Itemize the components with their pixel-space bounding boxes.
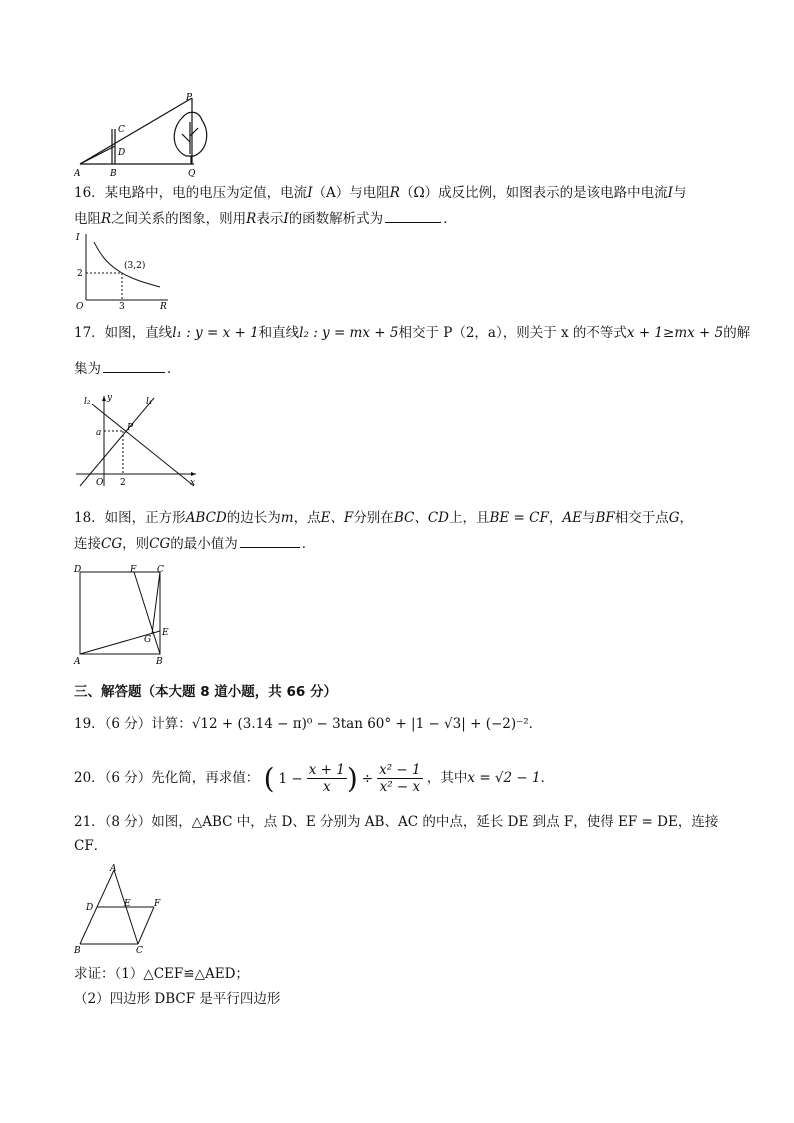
q18-line-1: 18．如图，正方形ABCD的边长为m，点E、F分别在BC、CD上，且BE = CF，AE与BF相交于点G， [74,510,694,526]
label-B: B [74,946,81,954]
answer-blank[interactable] [103,358,165,373]
x-tick: 2 [120,478,126,488]
origin-label: O [96,478,104,488]
q17-graph [74,390,202,490]
label-D: D [118,148,126,158]
q19-expression: √12 + (3.14 − π)⁰ − 3tan 60° + |1 − √3| + (−2)⁻² [191,716,529,732]
label-G: G [144,635,152,645]
q16-line-1: 16．某电路中，电的电压为定值，电流I（A）与电阻R（Ω）成反比例，如图表示的是该电路中电流I与 [74,185,687,201]
label-A: A [74,657,81,667]
x-axis-label: x [190,478,196,488]
label-F: F [130,565,137,575]
label-D: D [86,903,94,913]
tree-shadow-figure [74,92,214,177]
x-tick: 3 [119,302,125,310]
label-B: B [110,169,117,177]
section-heading: 三、解答题（本大题 8 道小题，共 66 分） [74,684,337,700]
q16-line-2: 电阻R之间关系的图象，则用R表示I的函数解析式为 ． [74,208,457,229]
q17-line-1: 17．如图，直线l₁ : y = x + 1和直线l₂ : y = mx + 5相交于 P（2，a），则关于 x 的不等式x + 1≥mx + 5的解 [74,325,751,341]
label-C: C [157,565,164,575]
fraction-2: $\frac{\text{x² − 1}}{\text{x² − x}}$ [379,762,421,795]
label-D: D [74,565,82,575]
y-tick: a [96,428,102,438]
label-P: P [186,93,193,103]
q21-triangle-figure [72,862,172,954]
q21-line-1: 21．（8 分）如图，△ABC 中，点 D、E 分别为 AB、AC 的中点，延长 DE 到点 F，使得 EF = DE，连接 [74,814,719,830]
y-axis-label: I [76,233,80,243]
q21-proof-2: （2）四边形 DBCF 是平行四边形 [74,991,281,1007]
q21-line-2: CF． [74,838,108,854]
point-label: (3,2) [124,261,146,271]
answer-blank[interactable] [240,533,300,548]
label-A: A [110,864,117,874]
q20-expression: ( 1 − $\frac{x + 1}{x}$ ) ÷ $\frac{\text{x² − 1}}{\text{x² − x}}$ [263,761,421,795]
q20-line: 20．（6 分）先化简，再求值： ( 1 − $\frac{x + 1}{x}$ ) ÷ $\frac{\text{x² − 1}}{\text{x² − x}}$ ，其中x = √2 − 1． [74,758,554,798]
q16-graph [74,228,174,310]
origin-label: O [76,302,84,310]
label-C: C [136,946,143,954]
label-C: C [118,125,125,135]
label-B: B [156,657,163,667]
y-tick: 2 [77,269,83,279]
label-F: F [154,899,161,909]
q17-line-2: 集为 ． [74,358,181,379]
l1-label: l₁ [146,397,153,407]
fraction-1: $\frac{x + 1}{x}$ [308,762,345,795]
label-E: E [162,628,169,638]
answer-blank[interactable] [385,208,441,223]
q18-line-2: 连接CG，则CG的最小值为 ． [74,533,315,554]
q19-line: 19．（6 分）计算：√12 + (3.14 − π)⁰ − 3tan 60° + |1 − √3| + (−2)⁻²． [74,716,543,732]
point-label: P [127,423,134,433]
label-A: A [74,169,81,177]
label-Q: Q [188,169,196,177]
l2-label: l₂ [84,397,91,407]
label-E: E [124,899,131,909]
q21-proof-1: 求证：（1）△CEF≌△AED； [74,966,249,982]
q18-square-figure [72,562,178,668]
x-axis-label: R [160,302,167,310]
y-axis-label: y [107,393,113,403]
